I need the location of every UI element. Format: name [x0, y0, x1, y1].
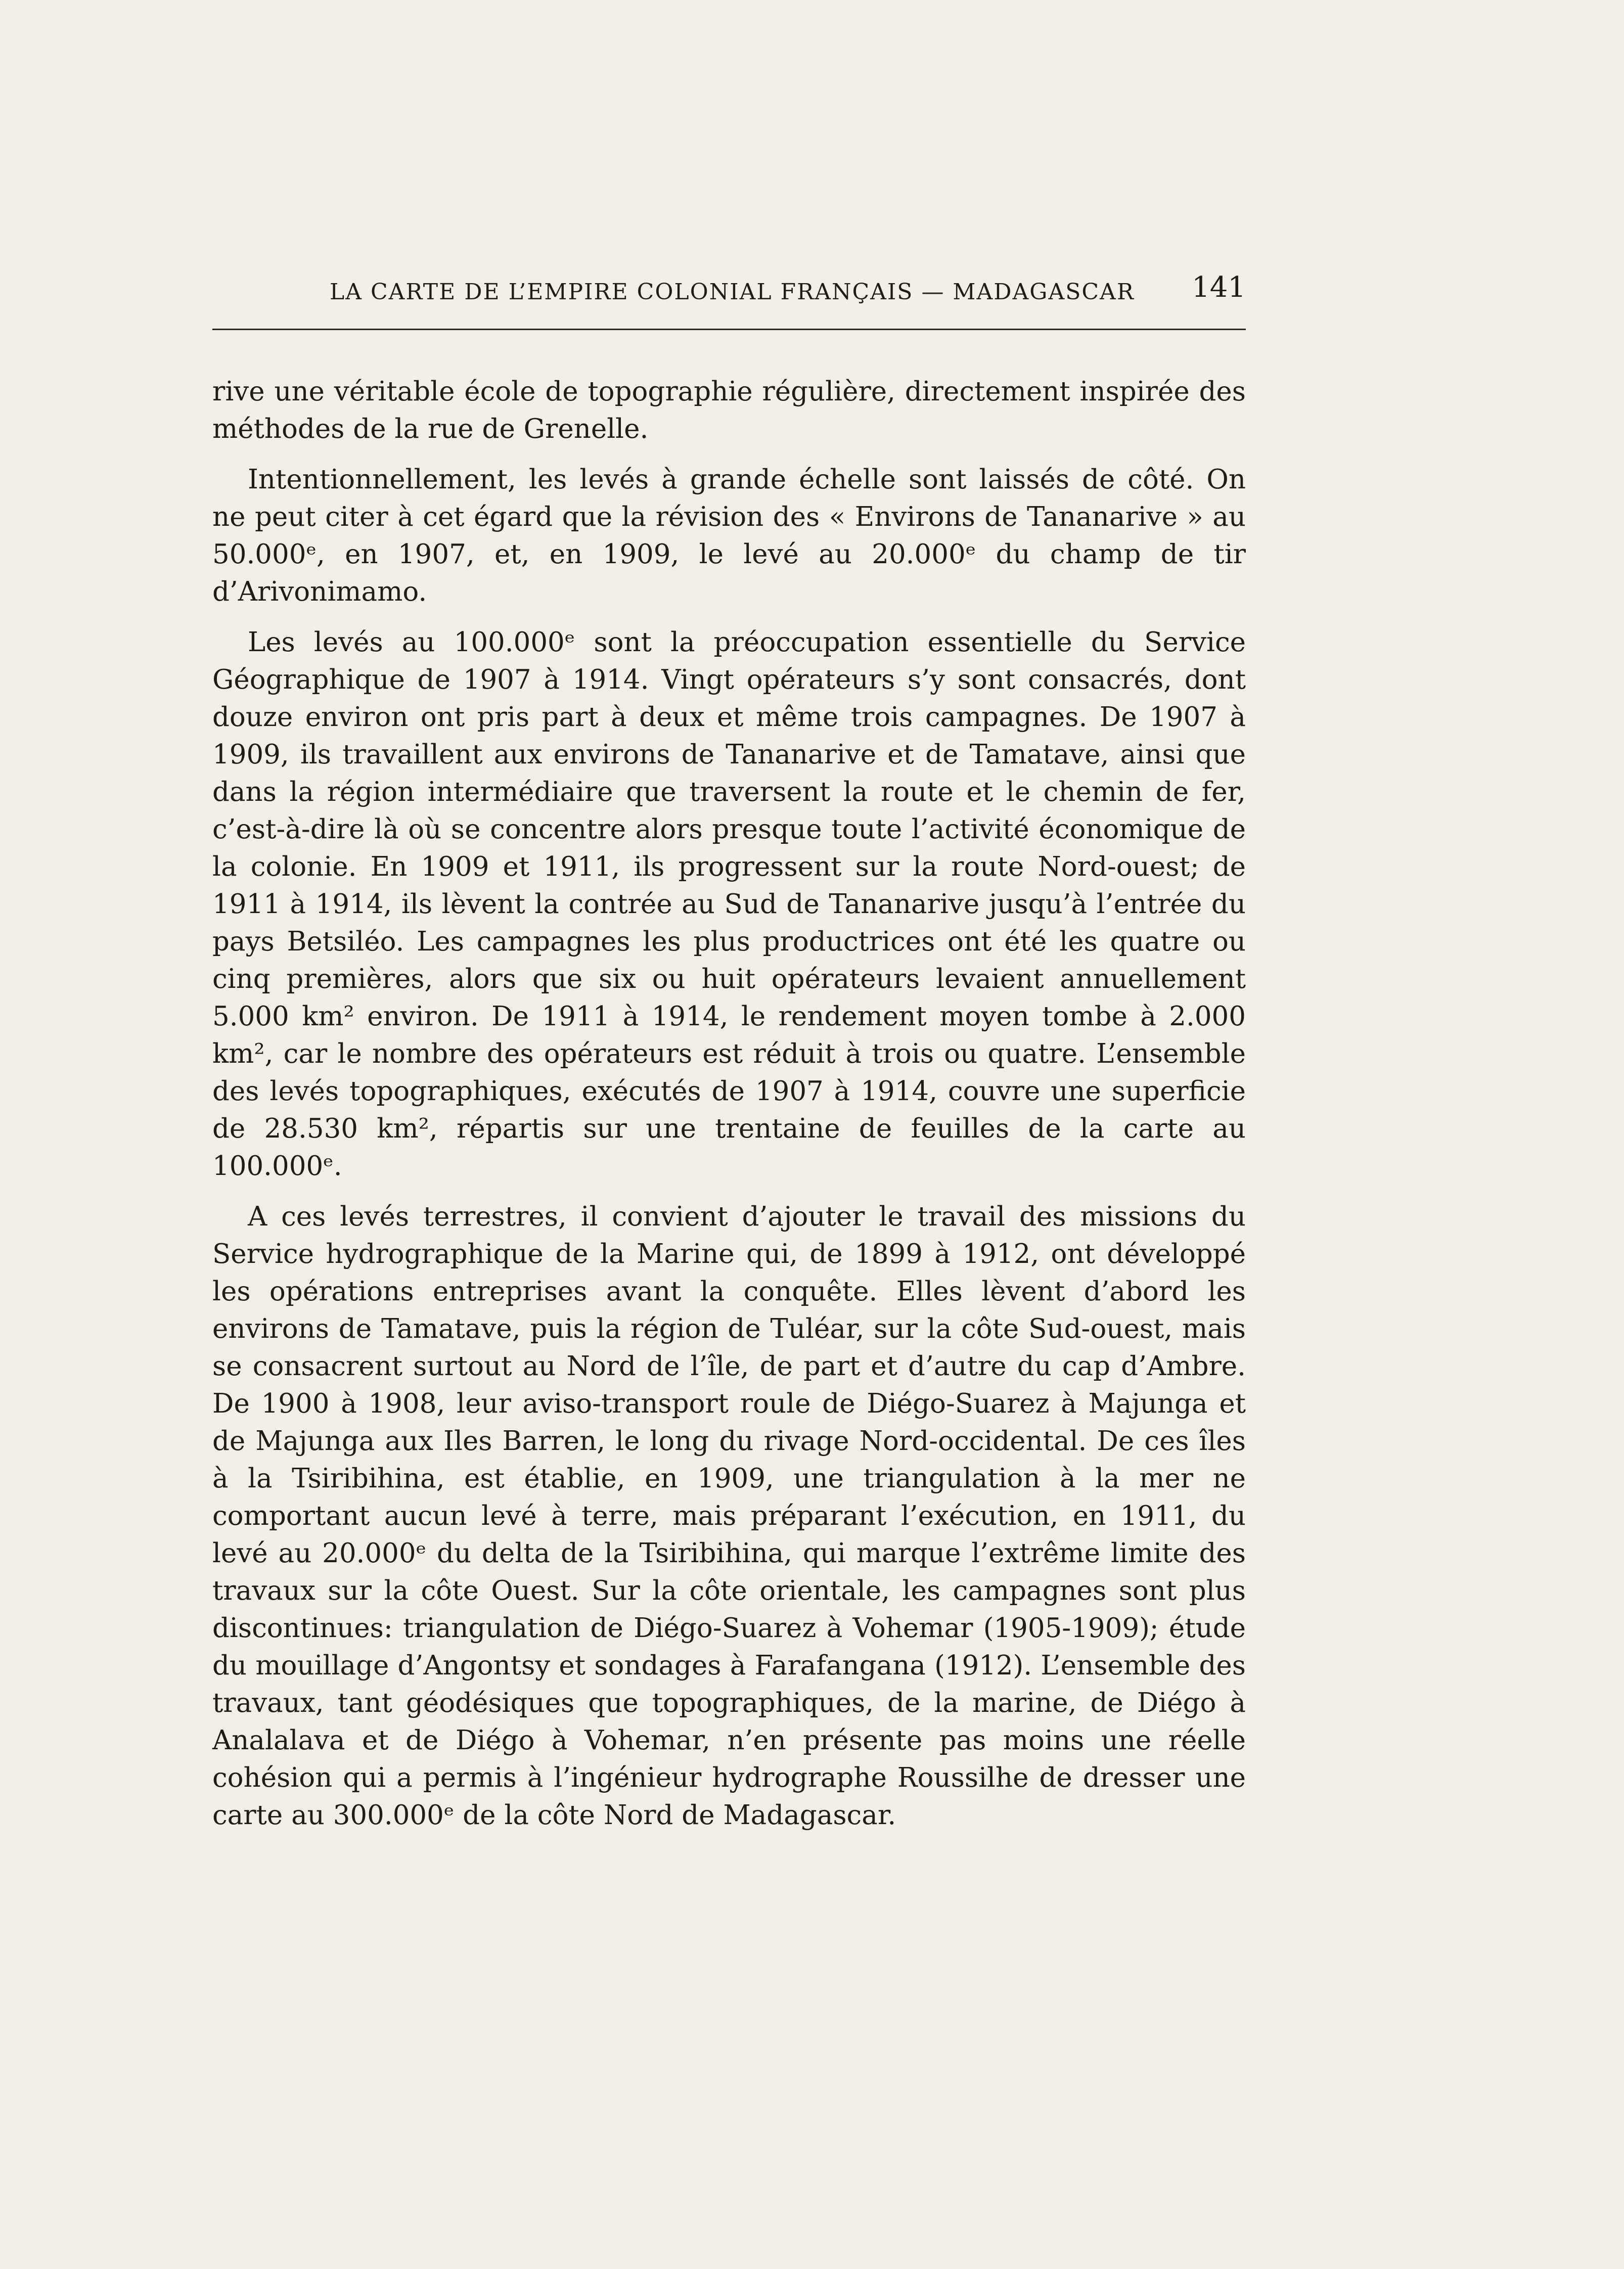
running-head: [212, 271, 1246, 323]
header-rule: [212, 329, 1246, 330]
page-number: 141: [1192, 271, 1246, 304]
body-text: [212, 373, 1246, 1847]
page: [212, 271, 1246, 1831]
paragraph-hydrographic-service: A ces levés terrestres, il convient d’ajouter le travail des missions du Service hydrographique de la Marine qui, de 1899 à 1912, ont développé les opérations entreprises avant la conquête. Elles lèvent d’abord les environs de Tamatave, puis la région de Tuléar, sur la côte Sud-ouest, mais se consacrent surtout au Nord de l’île, de part et d’autre du cap d’Ambre. De 1900 à 1908, leur aviso-transport roule de Diégo-Suarez à Majunga et de Majunga aux Iles Barren, le long du rivage Nord-occidental. De ces îles à la Tsiribihina, est établie, en 1909, une triangulation à la mer ne comportant aucun levé à terre, mais préparant l’exécution, en 1911, du levé au 20.000ᵉ du delta de la Tsiribihina, qui marque l’extrême limite des travaux sur la côte Ouest. Sur la côte orientale, les campagnes sont plus discontinues: triangulation de Diégo-Suarez à Vohemar (1905-1909); étude du mouillage d’Angontsy et sondages à Farafangana (1912). L’ensemble des travaux, tant géodésiques que topographiques, de la marine, de Diégo à Analalava et de Diégo à Vohemar, n’en présente pas moins une réelle cohésion qui a permis à l’ingénieur hydrographe Roussilhe de dresser une carte au 300.000ᵉ de la côte Nord de Madagascar.: [212, 1201, 1246, 1831]
paragraph-large-scale-surveys: Intentionnellement, les levés à grande échelle sont laissés de côté. On ne peut citer à cet égard que la révision des « Environs de Tananarive » au 50.000ᵉ, en 1907, et, en 1909, le levé au 20.000ᵉ du champ de tir d’Arivonimamo.: [212, 464, 1246, 607]
paragraph-100000-surveys: Les levés au 100.000ᵉ sont la préoccupation essentielle du Service Géographique de 1907 à 1914. Vingt opérateurs s’y sont consacrés, dont douze environ ont pris part à deux et même trois campagnes. De 1907 à 1909, ils travaillent aux environs de Tananarive et de Tamatave, ainsi que dans la région intermédiaire que traversent la route et le chemin de fer, c’est-à-dire là où se concentre alors presque toute l’activité économique de la colonie. En 1909 et 1911, ils progressent sur la route Nord-ouest; de 1911 à 1914, ils lèvent la contrée au Sud de Tananarive jusqu’à l’entrée du pays Betsiléo. Les campagnes les plus productrices ont été les quatre ou cinq premières, alors que six ou huit opérateurs levaient annuellement 5.000 km² environ. De 1911 à 1914, le rendement moyen tombe à 2.000 km², car le nombre des opérateurs est réduit à trois ou quatre. L’ensemble des levés topographiques, exécutés de 1907 à 1914, couvre une superficie de 28.530 km², répartis sur une trentaine de feuilles de la carte au 100.000ᵉ.: [212, 627, 1246, 1182]
paragraph-continuation: rive une véritable école de topographie régulière, directement inspirée des méthodes de la rue de Grenelle.: [212, 376, 1246, 444]
running-title: LA CARTE DE L’EMPIRE COLONIAL FRANÇAIS — MADAGASCAR: [330, 279, 1135, 305]
